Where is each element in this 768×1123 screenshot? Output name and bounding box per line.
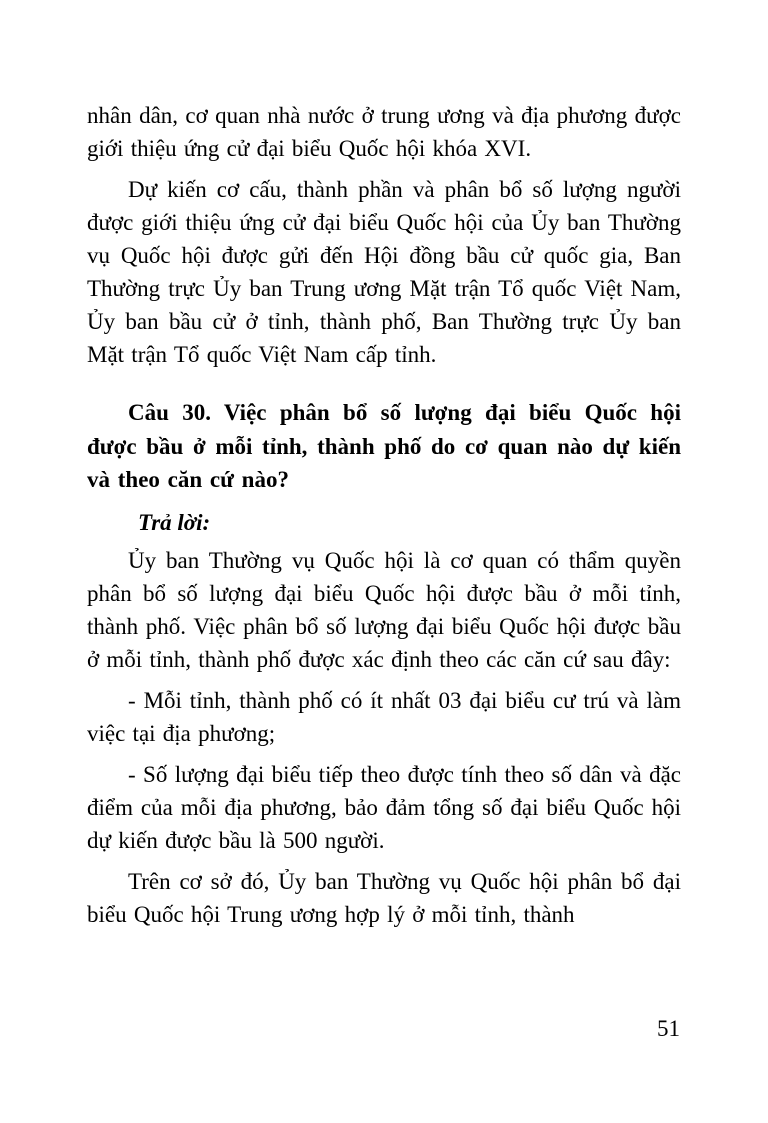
- answer-paragraph: Trên cơ sở đó, Ủy ban Thường vụ Quốc hội phân bổ đại biểu Quốc hội Trung ương hợp lý ở mỗi tỉnh, thành: [87, 868, 681, 927]
- page-number: 51: [657, 1016, 680, 1041]
- answer-list-item: - Mỗi tỉnh, thành phố có ít nhất 03 đại biểu cư trú và làm việc tại địa phương;: [87, 687, 681, 746]
- paragraph: Dự kiến cơ cấu, thành phần và phân bổ số lượng người được giới thiệu ứng cử đại biểu Quốc hội của Ủy ban Thường vụ Quốc hội được gửi đến Hội đồng bầu cử quốc gia, Ban Thường trực Ủy ban Trung ương Mặt trận Tổ quốc Việt Nam, Ủy ban bầu cử ở tỉnh, thành phố, Ban Thường trực Ủy ban Mặt trận Tổ quốc Việt Nam cấp tỉnh.: [87, 177, 681, 367]
- question-heading: Câu 30. Việc phân bổ số lượng đại biểu Quốc hội được bầu ở mỗi tỉnh, thành phố do cơ quan nào dự kiến và theo căn cứ nào?: [87, 400, 681, 492]
- answer-list-item: - Số lượng đại biểu tiếp theo được tính theo số dân và đặc điểm của mỗi địa phương, bảo đảm tổng số đại biểu Quốc hội dự kiến được bầu là 500 người.: [87, 761, 681, 853]
- answer-label: Trả lời:: [138, 509, 211, 535]
- page-content: [87, 99, 681, 939]
- answer-paragraph: Ủy ban Thường vụ Quốc hội là cơ quan có thẩm quyền phân bổ số lượng đại biểu Quốc hội được bầu ở mỗi tỉnh, thành phố. Việc phân bổ số lượng đại biểu Quốc hội được bầu ở mỗi tỉnh, thành phố được xác định theo các căn cứ sau đây:: [87, 547, 681, 672]
- paragraph-continuation: nhân dân, cơ quan nhà nước ở trung ương và địa phương được giới thiệu ứng cử đại biểu Quốc hội khóa XVI.: [87, 103, 681, 161]
